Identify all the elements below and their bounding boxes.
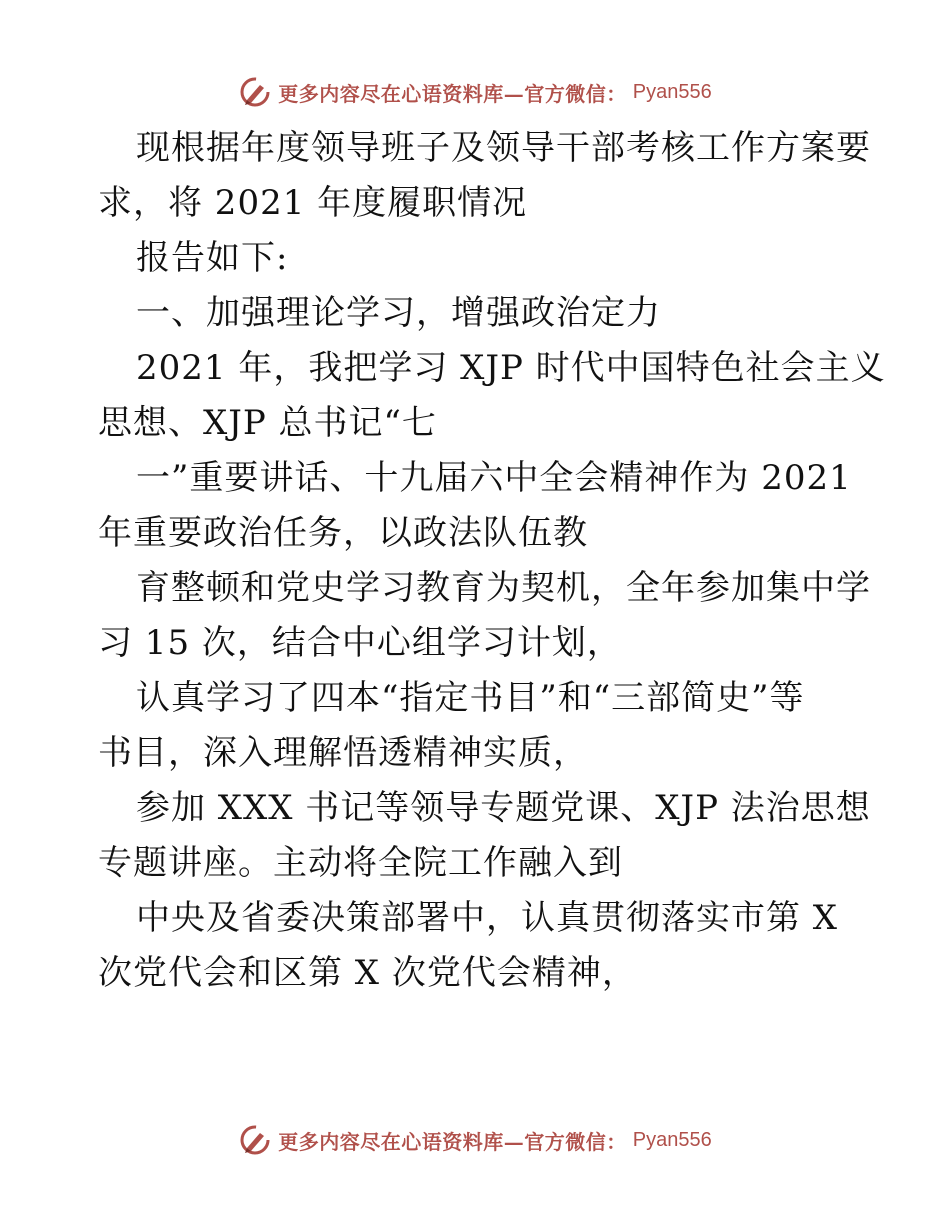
paragraph-line: 2021 年，我把学习 XJP 时代中国特色社会主义 [136, 348, 886, 388]
document-body [98, 121, 886, 1001]
watermark-account: Pyan556 [632, 1128, 712, 1151]
watermark-text: 更多内容尽在心语资料库—官方微信： [278, 81, 627, 106]
paragraph-line: 报告如下: [136, 238, 289, 278]
paragraph-line: 思想、XJP 总书记“七 [98, 403, 437, 443]
pen-logo-icon [238, 1123, 272, 1157]
paragraph-line: 现根据年度领导班子及领导干部考核工作方案要 [136, 128, 871, 168]
paragraph-line: 认真学习了四本“指定书目”和“三部简史”等 [136, 678, 805, 718]
section-heading: 一、加强理论学习，增强政治定力 [136, 293, 661, 333]
paragraph-line: 求，将 2021 年度履职情况 [98, 183, 528, 223]
paragraph-line: 中央及省委决策部署中，认真贯彻落实市第 X [136, 898, 839, 938]
paragraph-line: 一”重要讲话、十九届六中全会精神作为 2021 [136, 458, 852, 498]
watermark-account: Pyan556 [632, 80, 712, 103]
watermark-text: 更多内容尽在心语资料库—官方微信： [278, 1129, 627, 1154]
paragraph-line: 年重要政治任务，以政法队伍教 [98, 513, 588, 553]
paragraph-line: 次党代会和区第 X 次党代会精神， [98, 953, 637, 993]
paragraph-line: 参加 XXX 书记等领导专题党课、XJP 法治思想 [136, 788, 871, 828]
pen-logo-icon [238, 75, 272, 109]
watermark-footer [0, 1120, 950, 1160]
paragraph-line: 习 15 次，结合中心组学习计划， [98, 623, 622, 663]
paragraph-line: 专题讲座。主动将全院工作融入到 [98, 843, 623, 883]
paragraph-line: 育整顿和党史学习教育为契机，全年参加集中学 [136, 568, 871, 608]
paragraph-line: 书目，深入理解悟透精神实质， [98, 733, 588, 773]
watermark-header [0, 72, 950, 112]
